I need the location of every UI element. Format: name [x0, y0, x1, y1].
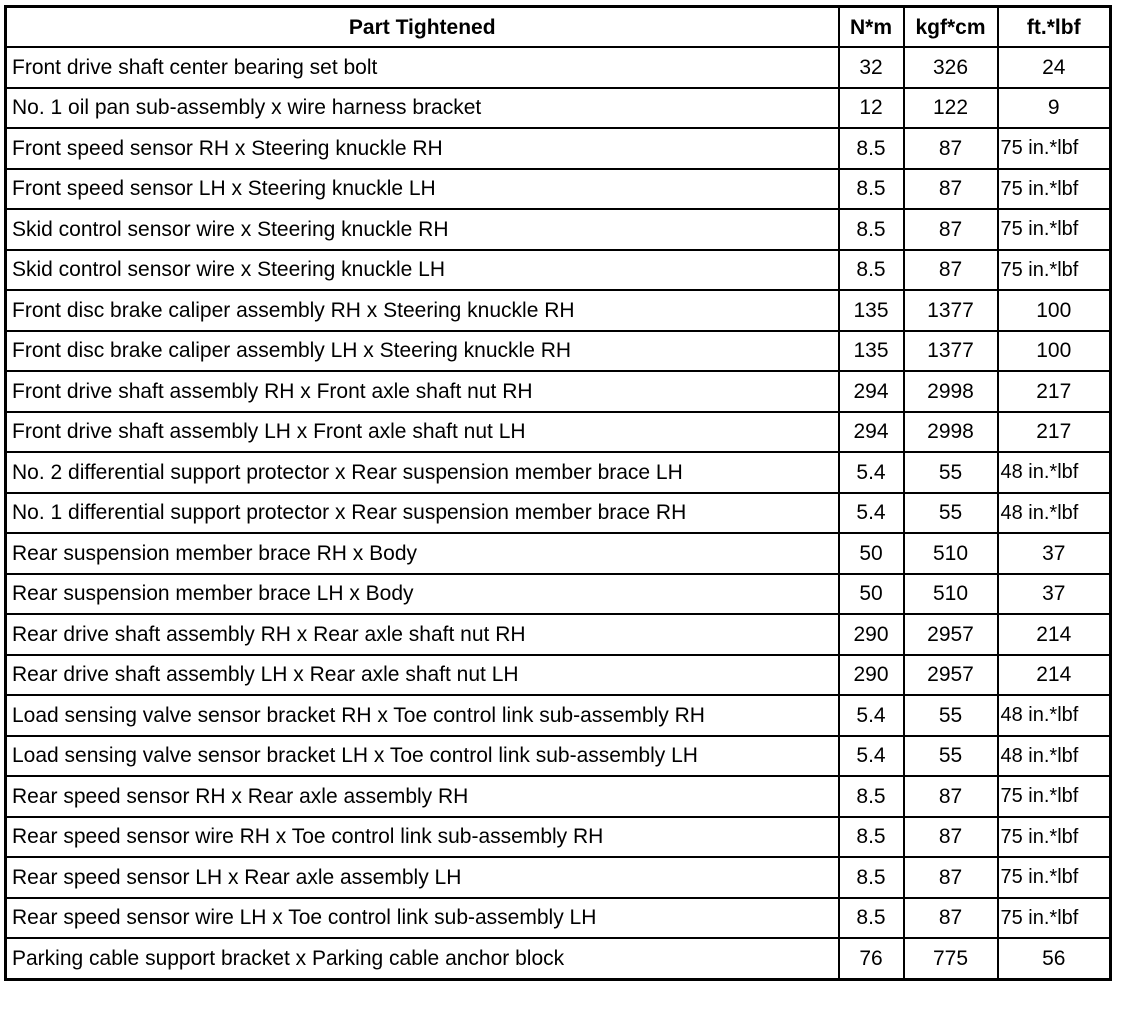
- torque-nm-cell: 8.5: [839, 857, 904, 898]
- torque-nm-cell: 8.5: [839, 128, 904, 169]
- part-tightened-cell: Rear speed sensor wire RH x Toe control link sub-assembly RH: [6, 817, 839, 858]
- part-tightened-cell: Skid control sensor wire x Steering knuckle RH: [6, 209, 839, 250]
- torque-nm-cell: 32: [839, 47, 904, 88]
- torque-kgf-cm-cell: 87: [904, 169, 998, 210]
- column-header-part-tightened: Part Tightened: [6, 7, 839, 48]
- table-row: [6, 169, 1111, 210]
- part-tightened-cell: Skid control sensor wire x Steering knuckle LH: [6, 250, 839, 291]
- torque-ft-lbf-cell: 75 in.*lbf: [998, 817, 1111, 858]
- torque-ft-lbf-cell: 75 in.*lbf: [998, 250, 1111, 291]
- table-row: [6, 209, 1111, 250]
- torque-specification-table: [4, 5, 1112, 981]
- torque-kgf-cm-cell: 775: [904, 938, 998, 979]
- torque-kgf-cm-cell: 87: [904, 857, 998, 898]
- table-row: [6, 290, 1111, 331]
- torque-ft-lbf-cell: 75 in.*lbf: [998, 776, 1111, 817]
- column-header-ft-lbf: ft.*lbf: [998, 7, 1111, 48]
- torque-ft-lbf-cell: 214: [998, 614, 1111, 655]
- part-tightened-cell: Front drive shaft center bearing set bolt: [6, 47, 839, 88]
- torque-kgf-cm-cell: 1377: [904, 331, 998, 372]
- torque-nm-cell: 8.5: [839, 776, 904, 817]
- torque-kgf-cm-cell: 510: [904, 574, 998, 615]
- torque-kgf-cm-cell: 87: [904, 209, 998, 250]
- torque-nm-cell: 12: [839, 88, 904, 129]
- part-tightened-cell: Front disc brake caliper assembly LH x Steering knuckle RH: [6, 331, 839, 372]
- torque-nm-cell: 5.4: [839, 736, 904, 777]
- torque-ft-lbf-cell: 100: [998, 290, 1111, 331]
- part-tightened-cell: No. 2 differential support protector x Rear suspension member brace LH: [6, 452, 839, 493]
- torque-kgf-cm-cell: 55: [904, 695, 998, 736]
- torque-ft-lbf-cell: 75 in.*lbf: [998, 209, 1111, 250]
- torque-ft-lbf-cell: 56: [998, 938, 1111, 979]
- table-row: [6, 452, 1111, 493]
- part-tightened-cell: Front speed sensor LH x Steering knuckle LH: [6, 169, 839, 210]
- part-tightened-cell: Rear drive shaft assembly RH x Rear axle shaft nut RH: [6, 614, 839, 655]
- torque-ft-lbf-cell: 24: [998, 47, 1111, 88]
- torque-nm-cell: 135: [839, 290, 904, 331]
- table-row: [6, 614, 1111, 655]
- torque-nm-cell: 5.4: [839, 695, 904, 736]
- header-row: [6, 7, 1111, 48]
- part-tightened-cell: Rear speed sensor RH x Rear axle assembly RH: [6, 776, 839, 817]
- table-header: [6, 7, 1111, 48]
- torque-kgf-cm-cell: 2998: [904, 371, 998, 412]
- torque-nm-cell: 5.4: [839, 452, 904, 493]
- part-tightened-cell: Parking cable support bracket x Parking cable anchor block: [6, 938, 839, 979]
- torque-nm-cell: 5.4: [839, 493, 904, 534]
- table-row: [6, 857, 1111, 898]
- table-row: [6, 47, 1111, 88]
- part-tightened-cell: Front drive shaft assembly LH x Front axle shaft nut LH: [6, 412, 839, 453]
- table-row: [6, 250, 1111, 291]
- part-tightened-cell: Rear speed sensor LH x Rear axle assembly LH: [6, 857, 839, 898]
- table-row: [6, 412, 1111, 453]
- table-row: [6, 128, 1111, 169]
- part-tightened-cell: Load sensing valve sensor bracket RH x Toe control link sub-assembly RH: [6, 695, 839, 736]
- part-tightened-cell: Rear suspension member brace LH x Body: [6, 574, 839, 615]
- torque-ft-lbf-cell: 75 in.*lbf: [998, 128, 1111, 169]
- torque-kgf-cm-cell: 122: [904, 88, 998, 129]
- torque-ft-lbf-cell: 48 in.*lbf: [998, 695, 1111, 736]
- table-row: [6, 736, 1111, 777]
- table-row: [6, 655, 1111, 696]
- torque-ft-lbf-cell: 100: [998, 331, 1111, 372]
- torque-kgf-cm-cell: 87: [904, 128, 998, 169]
- torque-kgf-cm-cell: 510: [904, 533, 998, 574]
- torque-ft-lbf-cell: 9: [998, 88, 1111, 129]
- torque-ft-lbf-cell: 48 in.*lbf: [998, 736, 1111, 777]
- torque-nm-cell: 290: [839, 614, 904, 655]
- table-body: [6, 47, 1111, 979]
- table-row: [6, 817, 1111, 858]
- torque-nm-cell: 290: [839, 655, 904, 696]
- part-tightened-cell: No. 1 oil pan sub-assembly x wire harness bracket: [6, 88, 839, 129]
- table-row: [6, 776, 1111, 817]
- torque-nm-cell: 294: [839, 412, 904, 453]
- table-row: [6, 898, 1111, 939]
- table-row: [6, 88, 1111, 129]
- torque-kgf-cm-cell: 55: [904, 493, 998, 534]
- table-row: [6, 331, 1111, 372]
- torque-ft-lbf-cell: 217: [998, 371, 1111, 412]
- torque-kgf-cm-cell: 2957: [904, 614, 998, 655]
- torque-nm-cell: 50: [839, 533, 904, 574]
- torque-ft-lbf-cell: 37: [998, 533, 1111, 574]
- torque-kgf-cm-cell: 87: [904, 250, 998, 291]
- part-tightened-cell: Front drive shaft assembly RH x Front axle shaft nut RH: [6, 371, 839, 412]
- torque-ft-lbf-cell: 217: [998, 412, 1111, 453]
- part-tightened-cell: Load sensing valve sensor bracket LH x Toe control link sub-assembly LH: [6, 736, 839, 777]
- torque-ft-lbf-cell: 75 in.*lbf: [998, 898, 1111, 939]
- torque-kgf-cm-cell: 55: [904, 736, 998, 777]
- torque-ft-lbf-cell: 48 in.*lbf: [998, 493, 1111, 534]
- torque-kgf-cm-cell: 87: [904, 776, 998, 817]
- part-tightened-cell: Rear speed sensor wire LH x Toe control link sub-assembly LH: [6, 898, 839, 939]
- table-row: [6, 938, 1111, 979]
- torque-nm-cell: 135: [839, 331, 904, 372]
- torque-ft-lbf-cell: 48 in.*lbf: [998, 452, 1111, 493]
- torque-nm-cell: 294: [839, 371, 904, 412]
- torque-kgf-cm-cell: 1377: [904, 290, 998, 331]
- torque-nm-cell: 50: [839, 574, 904, 615]
- torque-kgf-cm-cell: 87: [904, 817, 998, 858]
- torque-kgf-cm-cell: 2957: [904, 655, 998, 696]
- column-header-nm: N*m: [839, 7, 904, 48]
- torque-nm-cell: 8.5: [839, 169, 904, 210]
- column-header-kgf-cm: kgf*cm: [904, 7, 998, 48]
- table-row: [6, 533, 1111, 574]
- table-row: [6, 695, 1111, 736]
- part-tightened-cell: Front disc brake caliper assembly RH x Steering knuckle RH: [6, 290, 839, 331]
- table-row: [6, 574, 1111, 615]
- part-tightened-cell: Rear drive shaft assembly LH x Rear axle shaft nut LH: [6, 655, 839, 696]
- torque-ft-lbf-cell: 37: [998, 574, 1111, 615]
- torque-nm-cell: 8.5: [839, 898, 904, 939]
- torque-nm-cell: 76: [839, 938, 904, 979]
- table-row: [6, 371, 1111, 412]
- torque-ft-lbf-cell: 214: [998, 655, 1111, 696]
- torque-nm-cell: 8.5: [839, 209, 904, 250]
- part-tightened-cell: Front speed sensor RH x Steering knuckle RH: [6, 128, 839, 169]
- torque-kgf-cm-cell: 326: [904, 47, 998, 88]
- table-row: [6, 493, 1111, 534]
- torque-nm-cell: 8.5: [839, 817, 904, 858]
- torque-kgf-cm-cell: 55: [904, 452, 998, 493]
- part-tightened-cell: No. 1 differential support protector x Rear suspension member brace RH: [6, 493, 839, 534]
- torque-nm-cell: 8.5: [839, 250, 904, 291]
- torque-ft-lbf-cell: 75 in.*lbf: [998, 169, 1111, 210]
- torque-kgf-cm-cell: 2998: [904, 412, 998, 453]
- torque-ft-lbf-cell: 75 in.*lbf: [998, 857, 1111, 898]
- part-tightened-cell: Rear suspension member brace RH x Body: [6, 533, 839, 574]
- torque-kgf-cm-cell: 87: [904, 898, 998, 939]
